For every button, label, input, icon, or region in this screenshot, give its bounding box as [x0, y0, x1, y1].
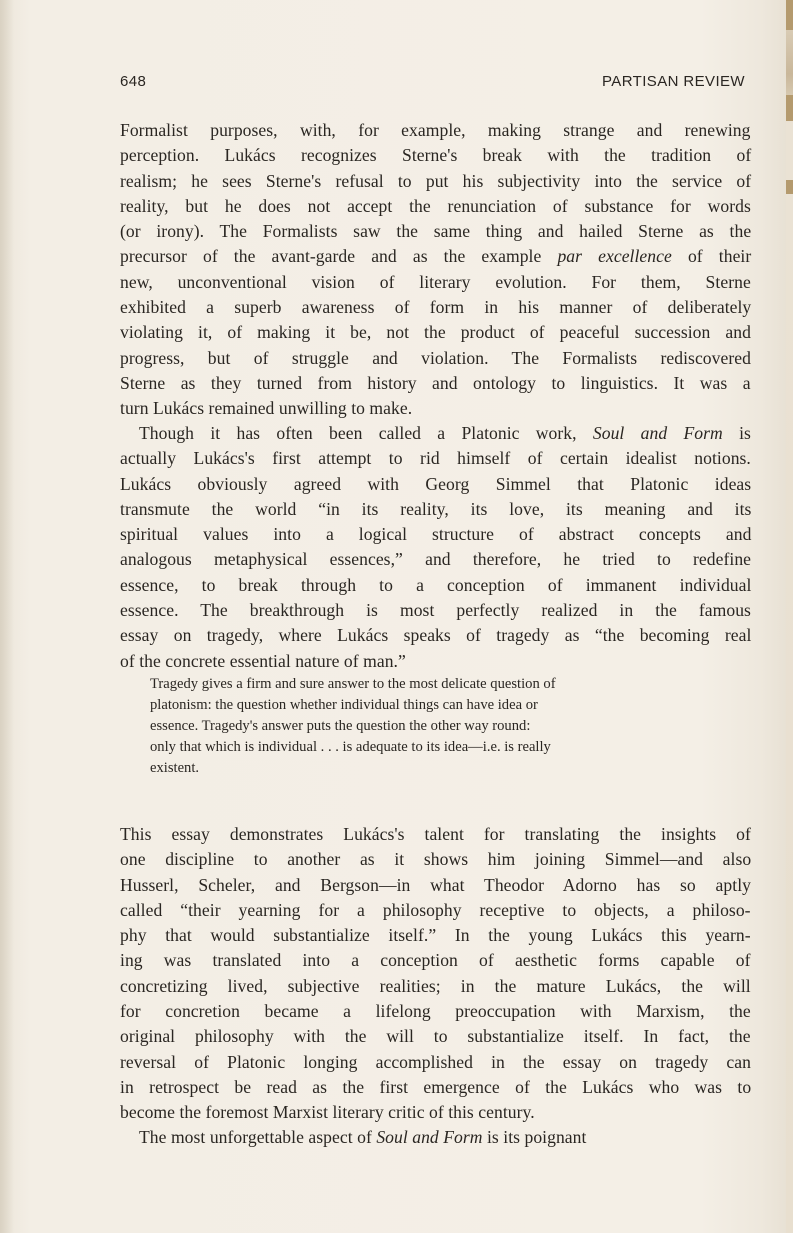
text-run: is — [722, 423, 751, 443]
text-line: essence, to break through to a conception of immanent individual — [120, 574, 752, 595]
text-line: transmute the world “in its reality, its love, its meaning and its — [120, 498, 752, 519]
text-line: one discipline to another as it shows him joining Simmel—and also — [120, 849, 752, 870]
text-line: perception. Lukács recognizes Sterne's break with the tradition of — [120, 145, 752, 166]
text-run: of their — [671, 246, 752, 267]
text-line: for concretion became a lifelong preoccupation with Marxism, the — [120, 1001, 751, 1022]
edge-mark — [786, 0, 793, 30]
text-line: original philosophy with the will to substantialize itself. In fact, the — [120, 1026, 751, 1047]
text-line: progress, but of struggle and violation. The Formalists rediscovered — [120, 347, 751, 368]
text-line: exhibited a superb awareness of form in his manner of deliberately — [120, 297, 752, 318]
text-line: Formalist purposes, with, for example, making strange and renewing — [120, 120, 751, 140]
italic-title: Soul and Form — [592, 423, 723, 443]
text-run: precursor of the avant-garde and as the example — [120, 246, 558, 267]
page-number: 648 — [120, 73, 147, 90]
text-line: reality, but he does not accept the renunciation of substance for words — [120, 195, 751, 216]
text-line: This essay demonstrates Lukács's talent for translating the insights of — [120, 824, 751, 844]
text-line: Husserl, Scheler, and Bergson—in what Theodor Adorno has so aptly — [120, 874, 751, 895]
text-line: essence. The breakthrough is most perfectly realized in the famous — [120, 600, 751, 621]
page-edge — [786, 0, 793, 1233]
italic-phrase: par excellence — [557, 246, 672, 267]
text-line: of the concrete essential nature of man.” — [120, 650, 406, 671]
text-line: in retrospect be read as the first emergence of the Lukács who was to — [120, 1076, 752, 1097]
quote-line: essence. Tragedy's answer puts the question the other way round: — [150, 718, 531, 735]
quote-line: existent. — [150, 760, 200, 777]
text-line: analogous metaphysical essences,” and therefore, he tried to redefine — [120, 549, 752, 570]
journal-title: PARTISAN REVIEW — [602, 73, 745, 90]
text-line: new, unconventional vision of literary evolution. For them, Sterne — [120, 271, 751, 292]
text-line: concretizing lived, subjective realities; in the mature Lukács, the will — [120, 975, 751, 996]
edge-mark — [786, 95, 793, 121]
text-run: Though it has often been called a Platonic work, — [139, 423, 593, 443]
text-run: The most unforgettable aspect of — [139, 1127, 377, 1147]
paragraph-1 — [120, 118, 751, 422]
binding-gutter — [0, 0, 14, 1233]
text-line: become the foremost Marxist literary critic of this century. — [120, 1102, 535, 1123]
text-line: phy that would substantialize itself.” In the young Lukács this yearn- — [120, 925, 751, 946]
text-line: violating it, of making it be, not the product of peaceful succession and — [120, 322, 751, 343]
quote-line: Tragedy gives a firm and sure answer to the most delicate question of — [150, 676, 556, 692]
text-line: essay on tragedy, where Lukács speaks of tragedy as “the becoming real — [120, 625, 752, 646]
text-line: actually Lukács's first attempt to rid himself of certain idealist notions. — [120, 448, 751, 469]
text-line: Sterne as they turned from history and ontology to linguistics. It was a — [120, 372, 751, 393]
text-line: ing was translated into a conception of aesthetic forms capable of — [120, 950, 751, 971]
paragraph-4 — [120, 1125, 751, 1150]
text-line: reversal of Platonic longing accomplished in the essay on tragedy can — [120, 1051, 751, 1072]
text-line: realism; he sees Sterne's refusal to put his subjectivity into the service of — [120, 170, 752, 191]
text-line: turn Lukács remained unwilling to make. — [120, 398, 413, 419]
paragraph-3 — [120, 822, 751, 1126]
text-line: Lukács obviously agreed with Georg Simmel that Platonic ideas — [120, 473, 752, 494]
text-line — [120, 421, 751, 446]
quote-line: platonism: the question whether individual things can have idea or — [150, 697, 538, 714]
text-line: (or irony). The Formalists saw the same thing and hailed Sterne as the — [120, 221, 752, 242]
text-line — [120, 244, 751, 269]
block-quote — [150, 674, 720, 779]
edge-mark — [786, 180, 793, 194]
quote-line: only that which is individual . . . is adequate to its idea—i.e. is really — [150, 739, 551, 756]
italic-title: Soul and Form — [376, 1127, 483, 1147]
text-line — [120, 1125, 751, 1150]
paragraph-2 — [120, 421, 751, 674]
text-line: called “their yearning for a philosophy receptive to objects, a philoso- — [120, 899, 751, 920]
running-header — [120, 73, 745, 95]
text-run: is its poignant — [482, 1127, 587, 1147]
text-line: spiritual values into a logical structure of abstract concepts and — [120, 524, 752, 545]
